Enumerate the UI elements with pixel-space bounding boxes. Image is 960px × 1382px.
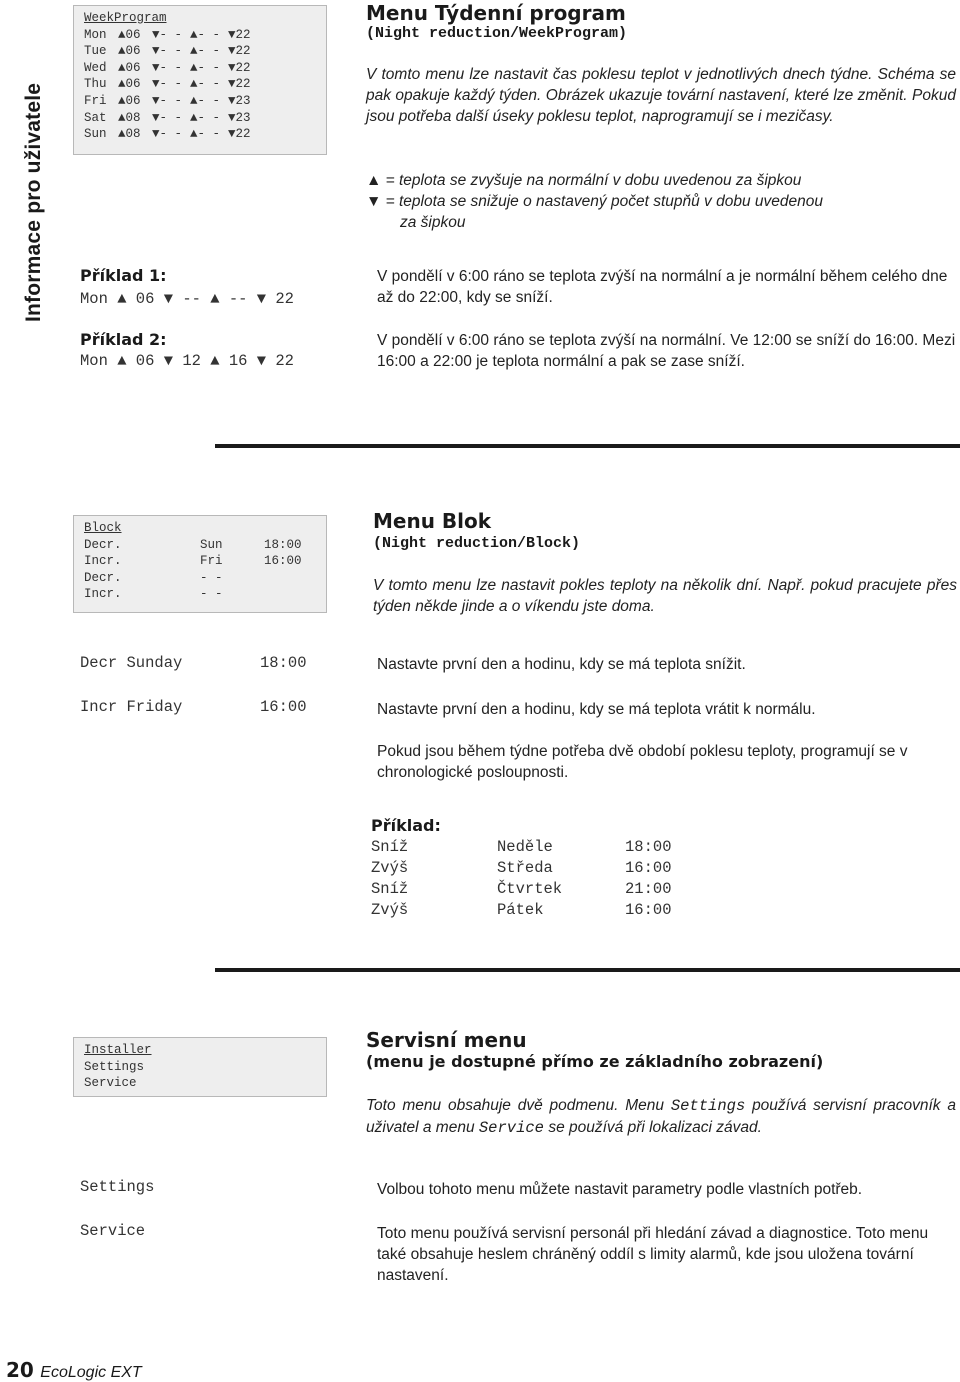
- block-cell-c: 16:00: [264, 554, 302, 569]
- week-cell-c: ▲- -: [190, 77, 221, 92]
- settings-label: Settings: [80, 1178, 155, 1196]
- service-subheading: (menu je dostupné přímo ze základního zobrazení): [366, 1052, 824, 1071]
- settings-text: Volbou tohoto menu můžete nastavit parametry podle vlastních potřeb.: [377, 1181, 863, 1198]
- block-row: [84, 553, 326, 570]
- section-divider: [215, 444, 960, 448]
- week-cell-a: ▲06: [118, 27, 141, 42]
- block-subheading: (Night reduction/Block): [373, 535, 581, 552]
- incr-label: Incr Friday: [80, 698, 183, 716]
- service-intro-part: Toto menu obsahuje dvě podmenu. Menu: [366, 1097, 665, 1114]
- week-cell-b: ▼- -: [152, 44, 183, 59]
- example-row: [371, 879, 711, 900]
- week-intro: V tomto menu lze nastavit čas poklesu teplot v jednotlivých dnech týdne. Schéma se pak opakuje každý týden. Obrázek ukazuje tovární nastavení, které lze změnit. Pokud jsou potřeba další úseky poklesu teplot, naprogramují se i mezičasy.: [366, 66, 956, 125]
- decr-text: Nastavte první den a hodinu, kdy se má teplota snížit.: [377, 656, 746, 673]
- weekprogram-display: [73, 5, 327, 155]
- block-row: [84, 537, 326, 554]
- block-note: Pokud jsou během týdne potřeba dvě období poklesu teploty, programují se v chronologické posloupnosti.: [377, 743, 908, 781]
- week-cell-c: ▲- -: [190, 93, 221, 108]
- example-cell-time: 16:00: [625, 859, 672, 877]
- week-cell-b: ▼- -: [152, 77, 183, 92]
- week-cell-day: Sun: [84, 127, 107, 142]
- week-cell-b: ▼- -: [152, 60, 183, 75]
- block-cell-a: Decr.: [84, 537, 122, 552]
- example-cell-day: Neděle: [497, 838, 553, 856]
- block-cell-b: Sun: [200, 537, 223, 552]
- week-cell-day: Sat: [84, 110, 107, 125]
- week-cell-a: ▲08: [118, 110, 141, 125]
- week-legend-down-cont: za šipkou: [400, 214, 466, 231]
- settings-code: Settings: [670, 1097, 746, 1115]
- example-cell-time: 18:00: [625, 838, 672, 856]
- block-cell-b: - -: [200, 570, 223, 585]
- example1-text: V pondělí v 6:00 ráno se teplota zvýší na normální a je normální během celého dne až do 22:00, kdy se sníží.: [377, 268, 948, 306]
- example-cell-day: Čtvrtek: [497, 880, 563, 898]
- lcd-title: Block: [84, 521, 122, 535]
- block-example-table: [371, 837, 711, 921]
- block-cell-c: [264, 586, 324, 603]
- incr-time: 16:00: [260, 698, 307, 716]
- sidebar-title-text: Informace pro uživatele: [22, 82, 45, 322]
- week-cell-d: ▼22: [228, 77, 251, 92]
- block-intro: V tomto menu lze nastavit pokles teploty na několik dní. Např. pokud pracujete přes týden někde jinde a o víkendu jste doma.: [373, 577, 957, 615]
- service-intro-part: se používá při lokalizaci závad.: [548, 1119, 762, 1136]
- example-row: [371, 837, 711, 858]
- example-cell-action: Sníž: [371, 838, 409, 856]
- week-cell-day: Wed: [84, 60, 107, 75]
- block-cell-b: - -: [200, 587, 223, 602]
- week-cell-d: ▼22: [228, 44, 251, 59]
- page-footer: [6, 1358, 142, 1382]
- week-cell-day: Tue: [84, 44, 107, 59]
- example-row: [371, 900, 711, 921]
- week-cell-a: ▲06: [118, 60, 141, 75]
- week-row: [84, 110, 326, 127]
- block-row: [84, 586, 326, 603]
- week-cell-d: ▼22: [228, 60, 251, 75]
- week-legend-down: ▼ = teplota se snižuje o nastavený počet stupňů v dobu uvedenou: [366, 193, 823, 210]
- week-cell-c: ▲- -: [190, 110, 221, 125]
- lcd-title: Installer: [84, 1043, 152, 1057]
- decr-time: 18:00: [260, 654, 307, 672]
- example-cell-action: Sníž: [371, 880, 409, 898]
- lcd-title: WeekProgram: [84, 11, 167, 25]
- block-cell-a: Incr.: [84, 587, 122, 602]
- example1-code: Mon ▲ 06 ▼ -- ▲ -- ▼ 22: [80, 290, 294, 308]
- week-cell-b: ▼- -: [152, 110, 183, 125]
- service-text: Toto menu používá servisní personál při hledání závad a diagnostice. Toto menu také obsahuje heslem chráněný oddíl s limity alarmů, kde jsou uložena tovární nastavení.: [377, 1225, 929, 1284]
- block-cell-c: 18:00: [264, 537, 302, 552]
- week-cell-day: Mon: [84, 27, 107, 42]
- week-cell-b: ▼- -: [152, 93, 183, 108]
- page-number: 20: [6, 1358, 34, 1382]
- section-divider: [215, 968, 960, 972]
- week-cell-a: ▲06: [118, 44, 141, 59]
- block-display: [73, 515, 327, 613]
- week-cell-d: ▼23: [228, 93, 251, 108]
- week-row: [84, 93, 326, 110]
- service-intro: [366, 1095, 956, 1139]
- example1-label: Příklad 1:: [80, 266, 167, 285]
- week-cell-a: ▲06: [118, 77, 141, 92]
- week-subheading: (Night reduction/WeekProgram): [366, 25, 628, 42]
- example-cell-day: Pátek: [497, 901, 544, 919]
- week-cell-a: ▲06: [118, 93, 141, 108]
- product-name: EcoLogic EXT: [40, 1364, 142, 1381]
- week-cell-a: ▲08: [118, 127, 141, 142]
- example-cell-action: Zvýš: [371, 901, 409, 919]
- week-cell-d: ▼22: [228, 27, 251, 42]
- week-cell-c: ▲- -: [190, 44, 221, 59]
- example2-label: Příklad 2:: [80, 330, 167, 349]
- week-row: [84, 126, 326, 143]
- service-intro-part: používá servisní pracovník a uživatel a menu: [366, 1097, 956, 1136]
- week-row: [84, 76, 326, 93]
- block-heading: Menu Blok: [373, 509, 492, 533]
- week-cell-b: ▼- -: [152, 27, 183, 42]
- week-cell-d: ▼23: [228, 110, 251, 125]
- service-code: Service: [478, 1119, 544, 1137]
- block-cell-a: Incr.: [84, 554, 122, 569]
- week-cell-c: ▲- -: [190, 60, 221, 75]
- example2-code: Mon ▲ 06 ▼ 12 ▲ 16 ▼ 22: [80, 352, 294, 370]
- incr-text: Nastavte první den a hodinu, kdy se má teplota vrátit k normálu.: [377, 701, 816, 718]
- sidebar-title: [0, 0, 45, 330]
- service-label: Service: [80, 1222, 146, 1240]
- block-cell-b: Fri: [200, 554, 223, 569]
- example-cell-action: Zvýš: [371, 859, 409, 877]
- lcd-item-settings: Settings: [84, 1059, 145, 1074]
- example-cell-day: Středa: [497, 859, 553, 877]
- example-cell-time: 16:00: [625, 901, 672, 919]
- example-row: [371, 858, 711, 879]
- decr-label: Decr Sunday: [80, 654, 183, 672]
- week-cell-d: ▼22: [228, 127, 251, 142]
- week-cell-day: Fri: [84, 93, 107, 108]
- example-cell-time: 21:00: [625, 880, 672, 898]
- week-cell-c: ▲- -: [190, 27, 221, 42]
- block-row: [84, 570, 326, 587]
- week-cell-day: Thu: [84, 77, 107, 92]
- week-legend-up: ▲ = teplota se zvyšuje na normální v dobu uvedenou za šipkou: [366, 172, 802, 189]
- week-row: [84, 43, 326, 60]
- example2-text: V pondělí v 6:00 ráno se teplota zvýší na normální. Ve 12:00 se sníží do 16:00. Mezi 16:00 a 22:00 je teplota normální a pak se zase sníží.: [377, 332, 956, 370]
- block-cell-c: [264, 570, 324, 587]
- installer-display: [73, 1037, 327, 1097]
- block-cell-a: Decr.: [84, 570, 122, 585]
- week-row: [84, 60, 326, 77]
- week-cell-b: ▼- -: [152, 127, 183, 142]
- week-row: [84, 27, 326, 44]
- lcd-item-service: Service: [84, 1076, 137, 1091]
- week-cell-c: ▲- -: [190, 127, 221, 142]
- week-heading: Menu Týdenní program: [366, 1, 626, 25]
- block-example-label: Příklad:: [371, 816, 441, 835]
- service-heading: Servisní menu: [366, 1028, 527, 1052]
